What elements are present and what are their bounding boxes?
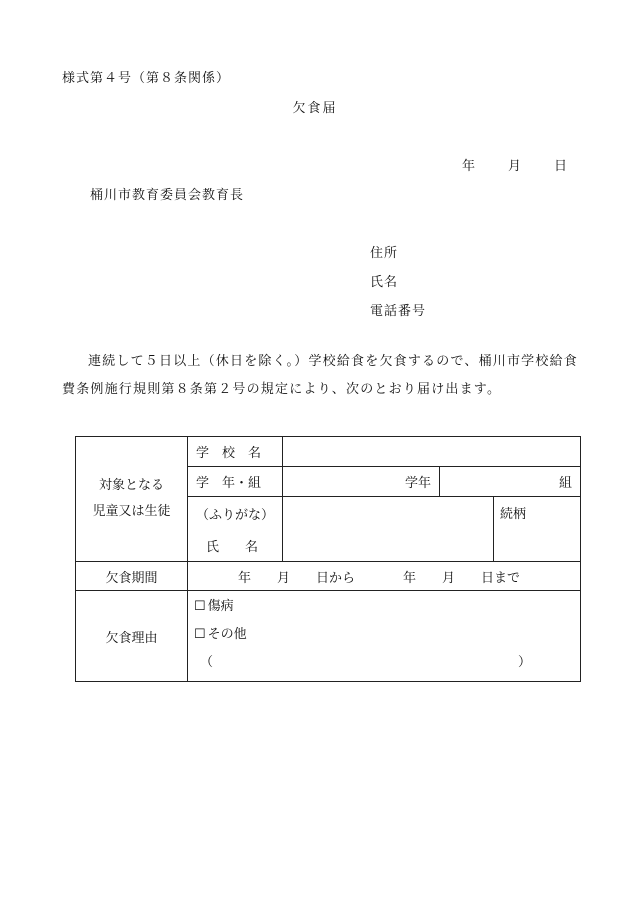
student-name-field[interactable]	[283, 497, 494, 562]
other-reason-close-paren: ）	[518, 655, 532, 670]
applicant-address-label: 住所	[370, 246, 399, 261]
relationship-label: 続柄	[500, 507, 527, 522]
applicant-phone-label: 電話番号	[370, 304, 427, 319]
date-month-label: 月	[508, 159, 522, 174]
absence-form-table	[75, 436, 581, 682]
checkbox-icon: ☐	[194, 599, 206, 614]
absence-period-label: 欠食期間	[76, 562, 188, 591]
period-from-text: 年 月 日から	[238, 570, 356, 586]
other-reason-open-paren: （	[200, 655, 214, 670]
body-text: 連続して５日以上（休日を除く。）学校給食を欠食するので、桶川市学校給食費条例施行規則第８条第２号の規定により、次のとおり届け出ます。	[62, 354, 578, 397]
absence-period-field[interactable]	[188, 562, 581, 591]
reason-option-other[interactable]	[194, 621, 580, 649]
school-name-label: 学 校 名	[188, 437, 283, 467]
school-name-field[interactable]	[283, 437, 581, 467]
class-unit: 組	[559, 476, 573, 491]
furigana-label: （ふりがな）	[188, 497, 283, 530]
absence-reason-field	[188, 591, 581, 682]
grade-class-label: 学 年・組	[188, 467, 283, 497]
document-title: 欠食届	[292, 101, 338, 116]
date-day-label: 日	[554, 159, 568, 174]
grade-class-inner	[283, 467, 580, 496]
checkbox-icon: ☐	[194, 627, 206, 642]
target-label-line2: 児童又は生徒	[92, 504, 171, 519]
target-label	[76, 437, 188, 562]
grade-unit: 学年	[283, 467, 440, 496]
reason-other-label: その他	[207, 627, 247, 642]
target-label-line1: 対象となる	[98, 478, 164, 493]
relationship-field[interactable]	[494, 497, 581, 562]
addressee: 桶川市教育委員会教育長	[90, 188, 245, 203]
date-year-label: 年	[462, 159, 476, 174]
reason-option-illness[interactable]	[194, 593, 580, 621]
period-to-text: 年 月 日まで	[403, 570, 521, 586]
form-number: 様式第４号（第８条関係）	[62, 71, 231, 86]
other-reason-field[interactable]	[194, 649, 580, 677]
grade-class-field[interactable]	[283, 467, 581, 497]
reason-illness-label: 傷病	[207, 599, 234, 614]
student-name-label: 氏 名	[188, 530, 283, 562]
applicant-name-label: 氏名	[370, 275, 399, 290]
date-line	[462, 155, 567, 174]
absence-reason-label: 欠食理由	[76, 591, 188, 682]
